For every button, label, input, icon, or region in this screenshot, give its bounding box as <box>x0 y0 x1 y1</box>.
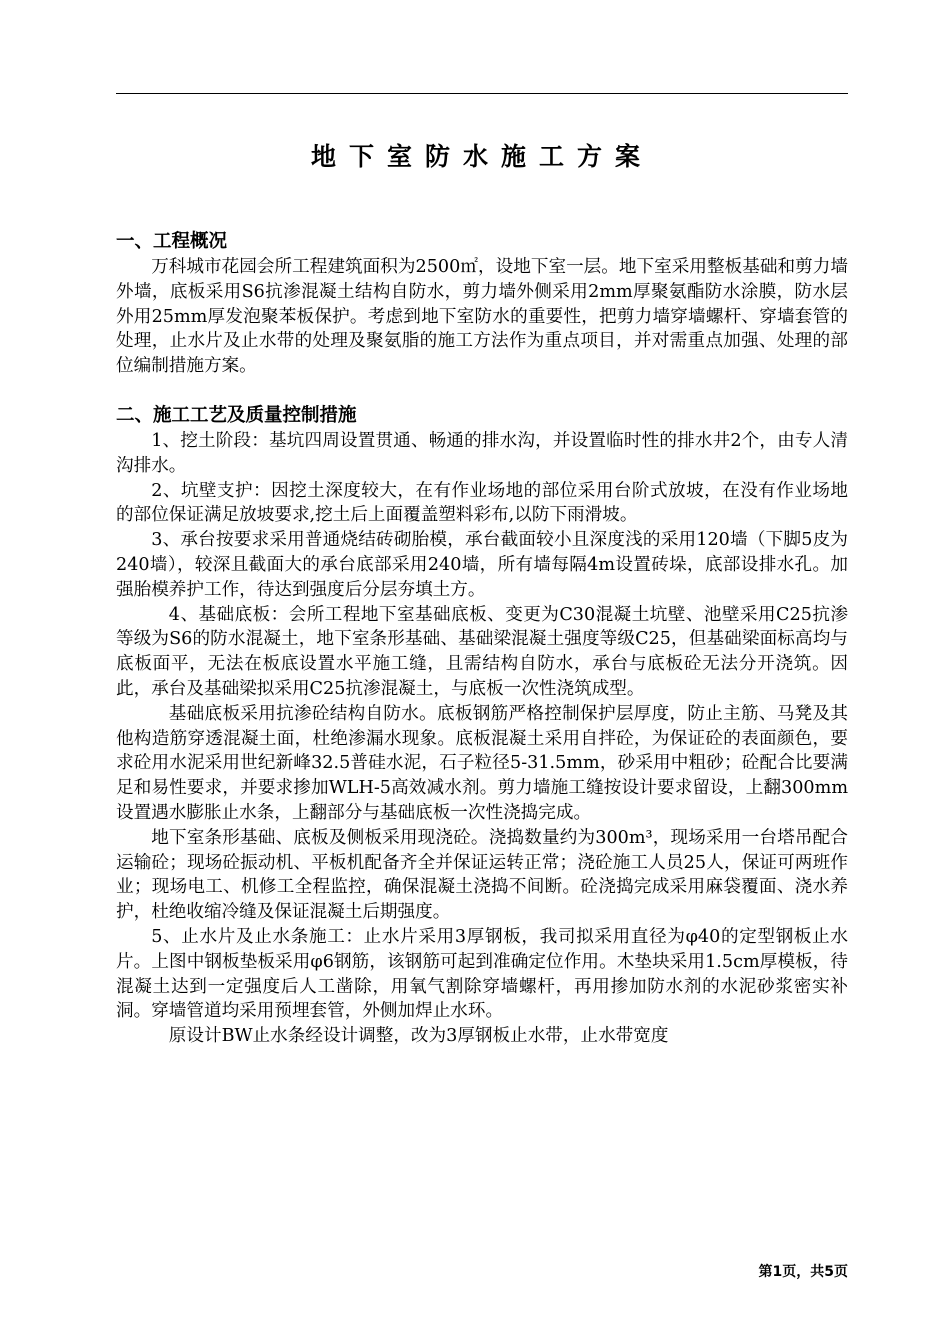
section-spacer <box>116 379 848 403</box>
paragraph-excavation: 1、挖土阶段：基坑四周设置贯通、畅通的排水沟，并设置临时性的排水井2个，由专人清沟排水。 <box>116 430 848 476</box>
paragraph-design-change: 原设计BW止水条经设计调整，改为3厚钢板止水带，止水带宽度 <box>168 1026 669 1047</box>
paragraph-slab-waterproofing: 基础底板采用抗渗砼结构自防水。底板钢筋严格控制保护层厚度，防止主筋、马凳及其他构造筋穿透混凝土面，杜绝渗漏水现象。底板混凝土采用自拌砼，为保证砼的表面颜色，要求砼用水泥采用世纪新峰32.5普硅水泥，石子粒径5-31.5mm，砂采用中粗砂；砼配合比要满足和易性要求，并要求掺加WLH-5高效减水剂。剪力墙施工缝按设计要求留设，上翻300mm设置遇水膨胀止水条，上翻部分与基础底板一次性浇捣完成。 <box>116 703 848 823</box>
paragraph-pile-cap-formwork: 3、承台按要求采用普通烧结砖砌胎模，承台截面较小且深度浅的采用120墙（下脚5皮为240墙），较深且截面大的承台底部采用240墙，所有墙每隔4m设置砖垛，底部设排水孔。加强胎模养护工作，待达到强度后分层夯填土方。 <box>116 530 848 600</box>
paragraph-waterstop: 5、止水片及止水条施工：止水片采用3厚钢板，我司拟采用直径为φ40的定型钢板止水片。上图中钢板垫板采用φ6钢筋，该钢筋可起到准确定位作用。木垫块采用1.5cm厚模板，待混凝土达到一定强度后人工凿除，用氧气割除穿墙螺杆，再用掺加防水剂的水泥砂浆密实补洞。穿墙管道均采用预埋套管，外侧加焊止水环。 <box>116 926 848 1022</box>
header-rule <box>116 93 848 94</box>
section-heading-process: 二、施工工艺及质量控制措施 <box>116 404 357 426</box>
paragraph-overview: 万科城市花园会所工程建筑面积为2500㎡，设地下室一层。地下室采用整板基础和剪力墙外墙，底板采用S6抗渗混凝土结构自防水，剪力墙外侧采用2mm厚聚氨酯防水涂膜，防水层外用25mm厚发泡聚苯板保护。考虑到地下室防水的重要性，把剪力墙穿墙螺杆、穿墙套管的处理，止水片及止水带的处理及聚氨脂的施工方法作为重点项目，并对需重点加强、处理的部位编制措施方案。 <box>116 257 848 377</box>
paragraph-concrete-pouring: 地下室条形基础、底板及侧板采用现浇砼。浇捣数量约为300m³，现场采用一台塔吊配合运输砼；现场砼振动机、平板机配备齐全并保证运转正常；浇砼施工人员25人，保证可两班作业；现场电工、机修工全程监控，确保混凝土浇捣不间断。砼浇捣完成采用麻袋覆面、浇水养护，杜绝收缩冷缝及保证混凝土后期强度。 <box>116 827 848 923</box>
paragraph-foundation-slab: 4、基础底板：会所工程地下室基础底板、变更为C30混凝土坑壁、池壁采用C25抗渗等级为S6的防水混凝土，地下室条形基础、基础梁混凝土强度等级C25，但基础梁面标高均与底板面平，无法在板底设置水平施工缝，且需结构自防水，承台与底板砼无法分开浇筑。因此，承台及基础梁拟采用C25抗渗混凝土，与底板一次性浇筑成型。 <box>116 604 848 699</box>
section-heading-overview: 一、工程概况 <box>116 231 228 252</box>
document-title: 地下室防水施工方案 <box>310 142 653 171</box>
document-body <box>116 229 848 1049</box>
paragraph-pit-support: 2、坑壁支护：因挖土深度较大，在有作业场地的部位采用台阶式放坡，在没有作业场地的部位保证满足放坡要求,挖土后上面覆盖塑料彩布,以防下雨滑坡。 <box>116 480 848 526</box>
page-number: 第1页，共5页 <box>758 1264 848 1280</box>
